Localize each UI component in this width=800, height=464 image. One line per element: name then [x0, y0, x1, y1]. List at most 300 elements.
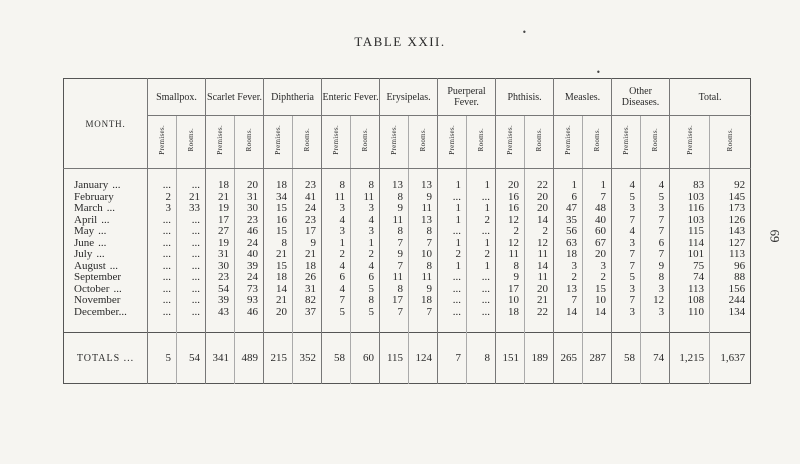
value-cell: 24	[293, 203, 322, 215]
value-cell: 3	[612, 284, 641, 296]
value-cell: 2	[554, 272, 583, 284]
value-cell: 9	[380, 203, 409, 215]
value-cell: 3	[351, 203, 380, 215]
value-cell: 14	[525, 215, 554, 227]
value-cell: 7	[641, 249, 670, 261]
value-cell: 145	[710, 192, 751, 204]
value-cell: 18	[264, 180, 293, 192]
value-cell: 8	[264, 238, 293, 250]
value-cell: 40	[583, 215, 612, 227]
subheader-label: Rooms.	[187, 127, 195, 152]
value-cell: 4	[322, 215, 351, 227]
month-label: November	[74, 294, 121, 307]
value-cell: 8	[351, 180, 380, 192]
value-cell: 134	[710, 307, 751, 319]
value-cell: 26	[293, 272, 322, 284]
value-cell: 19	[206, 238, 235, 250]
value-cell: ...	[177, 238, 206, 250]
value-cell: 6	[641, 238, 670, 250]
value-cell: 22	[525, 307, 554, 319]
value-cell: 39	[235, 261, 264, 273]
value-cell: 18	[264, 272, 293, 284]
totals-row	[64, 333, 751, 384]
value-cell: 14	[554, 307, 583, 319]
value-cell: 23	[235, 215, 264, 227]
subheader-label: Premises.	[332, 124, 341, 155]
value-cell: 63	[554, 238, 583, 250]
value-cell: 20	[583, 249, 612, 261]
value-cell: 10	[409, 249, 438, 261]
value-cell: 5	[351, 284, 380, 296]
month-leader: ...	[109, 259, 119, 272]
value-cell: 15	[583, 284, 612, 296]
value-cell: 18	[496, 307, 525, 319]
subheader-label: Premises.	[622, 124, 631, 155]
value-cell: 6	[322, 272, 351, 284]
value-cell: 115	[670, 226, 710, 238]
value-cell: 103	[670, 215, 710, 227]
value-cell: 8	[380, 284, 409, 296]
totals-label: TOTALS ...	[64, 333, 148, 384]
value-cell: ...	[438, 226, 467, 238]
subheader-label: Premises.	[506, 124, 515, 155]
value-cell: 3	[351, 226, 380, 238]
value-cell: 143	[710, 226, 751, 238]
value-cell: 1	[438, 261, 467, 273]
value-cell: 31	[235, 192, 264, 204]
value-cell: 88	[710, 272, 751, 284]
value-cell: ...	[438, 295, 467, 307]
value-cell: 9	[641, 261, 670, 273]
value-cell: 103	[670, 192, 710, 204]
subheader-label: Rooms.	[419, 127, 428, 152]
value-cell: ...	[148, 261, 177, 273]
subheader-label: Premises.	[216, 124, 224, 155]
value-cell: ...	[177, 307, 206, 319]
value-cell: 5	[322, 307, 351, 319]
value-cell: 5	[612, 272, 641, 284]
total-value-cell: 7	[438, 333, 467, 384]
value-cell: 11	[409, 203, 438, 215]
value-cell: 108	[670, 295, 710, 307]
value-cell: 7	[583, 192, 612, 204]
value-cell: 60	[583, 226, 612, 238]
data-table	[63, 78, 751, 384]
value-cell: ...	[467, 284, 496, 296]
value-cell: 20	[235, 180, 264, 192]
total-value-cell: 341	[206, 333, 235, 384]
month-header: MONTH.	[64, 79, 148, 169]
value-cell: 20	[525, 203, 554, 215]
value-cell: 46	[235, 226, 264, 238]
value-cell: 21	[177, 192, 206, 204]
month-label: October	[74, 282, 110, 295]
value-cell: ...	[467, 272, 496, 284]
month-label: May	[74, 225, 95, 238]
total-value-cell: 124	[409, 333, 438, 384]
value-cell: 11	[525, 272, 554, 284]
month-leader: ...	[112, 179, 121, 192]
subheader-premises	[438, 116, 467, 169]
table-row	[64, 180, 751, 192]
value-cell: 7	[380, 261, 409, 273]
col-smallpox: Smallpox.	[148, 79, 206, 116]
subheader-label: Premises.	[564, 124, 573, 155]
page-number: 69	[767, 229, 783, 243]
value-cell: 21	[264, 249, 293, 261]
value-cell: 8	[409, 261, 438, 273]
value-cell: ...	[467, 226, 496, 238]
value-cell: 39	[206, 295, 235, 307]
value-cell: 11	[409, 272, 438, 284]
value-cell: 7	[409, 238, 438, 250]
value-cell: 14	[525, 261, 554, 273]
value-cell: 23	[293, 215, 322, 227]
subheader-premises	[380, 116, 409, 169]
value-cell: 7	[322, 295, 351, 307]
value-cell: 8	[380, 226, 409, 238]
value-cell: 13	[409, 180, 438, 192]
value-cell: 21	[264, 295, 293, 307]
value-cell: 12	[641, 295, 670, 307]
total-value-cell: 1,215	[670, 333, 710, 384]
col-diphtheria: Diphtheria	[264, 79, 322, 116]
subheader-rooms	[177, 116, 206, 169]
value-cell: 13	[554, 284, 583, 296]
value-cell: 12	[496, 215, 525, 227]
value-cell: 110	[670, 307, 710, 319]
value-cell: 15	[264, 226, 293, 238]
value-cell: 54	[206, 284, 235, 296]
value-cell: 3	[554, 261, 583, 273]
value-cell: 23	[293, 180, 322, 192]
value-cell: 20	[525, 192, 554, 204]
value-cell: ...	[148, 284, 177, 296]
month-leader: ...	[113, 282, 122, 295]
value-cell: 7	[612, 261, 641, 273]
value-cell: ...	[148, 226, 177, 238]
value-cell: 4	[641, 180, 670, 192]
value-cell: 9	[293, 238, 322, 250]
value-cell: 33	[177, 203, 206, 215]
month-label: March	[74, 202, 103, 215]
subheader-label: Rooms.	[726, 127, 735, 152]
value-cell: 7	[641, 226, 670, 238]
value-cell: 24	[235, 238, 264, 250]
value-cell: 17	[380, 295, 409, 307]
value-cell: 43	[206, 307, 235, 319]
value-cell: 101	[670, 249, 710, 261]
value-cell: 1	[467, 261, 496, 273]
value-cell: 113	[670, 284, 710, 296]
subheader-label: Rooms.	[361, 127, 370, 152]
total-value-cell: 58	[322, 333, 351, 384]
value-cell: 4	[612, 180, 641, 192]
value-cell: ...	[467, 307, 496, 319]
total-value-cell: 58	[612, 333, 641, 384]
value-cell: 15	[264, 261, 293, 273]
value-cell: 17	[206, 215, 235, 227]
value-cell: 67	[583, 238, 612, 250]
value-cell: 2	[322, 249, 351, 261]
value-cell: 75	[670, 261, 710, 273]
subheader-rooms	[710, 116, 751, 169]
subheader-label: Rooms.	[535, 127, 544, 152]
table-body	[64, 169, 751, 384]
value-cell: 1	[438, 180, 467, 192]
subheader-rooms	[351, 116, 380, 169]
value-cell: 17	[496, 284, 525, 296]
value-cell: 2	[351, 249, 380, 261]
value-cell: ...	[438, 272, 467, 284]
month-leader: ...	[101, 213, 110, 226]
value-cell: 11	[351, 192, 380, 204]
value-cell: 1	[351, 238, 380, 250]
total-value-cell: 189	[525, 333, 554, 384]
subheader-label: Rooms.	[245, 127, 253, 152]
month-leader: ...	[106, 202, 115, 215]
table-row	[64, 226, 751, 238]
value-cell: 113	[710, 249, 751, 261]
subheader-rooms	[409, 116, 438, 169]
value-cell: 5	[641, 192, 670, 204]
value-cell: 46	[235, 307, 264, 319]
value-cell: 4	[322, 284, 351, 296]
value-cell: 127	[710, 238, 751, 250]
value-cell: ...	[148, 249, 177, 261]
value-cell: 37	[293, 307, 322, 319]
value-cell: 35	[554, 215, 583, 227]
value-cell: 10	[496, 295, 525, 307]
value-cell: ...	[177, 261, 206, 273]
value-cell: 17	[293, 226, 322, 238]
value-cell: ...	[148, 238, 177, 250]
value-cell: 1	[467, 238, 496, 250]
value-cell: 3	[612, 238, 641, 250]
value-cell: 2	[148, 192, 177, 204]
month-label: August	[74, 259, 106, 272]
value-cell: ...	[177, 272, 206, 284]
value-cell: 244	[710, 295, 751, 307]
value-cell: 4	[351, 215, 380, 227]
subheader-rooms	[467, 116, 496, 169]
value-cell: 8	[496, 261, 525, 273]
value-cell: 7	[554, 295, 583, 307]
value-cell: 156	[710, 284, 751, 296]
value-cell: 8	[322, 180, 351, 192]
value-cell: 4	[351, 261, 380, 273]
table-row	[64, 295, 751, 307]
value-cell: ...	[438, 284, 467, 296]
subheader-rooms	[583, 116, 612, 169]
value-cell: 1	[583, 180, 612, 192]
value-cell: 2	[438, 249, 467, 261]
value-cell: 31	[293, 284, 322, 296]
value-cell: 12	[525, 238, 554, 250]
value-cell: 7	[380, 307, 409, 319]
value-cell: 3	[583, 261, 612, 273]
subheader-label: Premises.	[685, 124, 694, 155]
value-cell: 9	[409, 284, 438, 296]
subheader-premises	[148, 116, 177, 169]
value-cell: ...	[148, 272, 177, 284]
table-row	[64, 272, 751, 284]
value-cell: 16	[264, 215, 293, 227]
total-value-cell: 74	[641, 333, 670, 384]
total-value-cell: 151	[496, 333, 525, 384]
col-puerperal-fever: Puerperal Fever.	[438, 79, 496, 116]
value-cell: 7	[612, 249, 641, 261]
table-row	[64, 203, 751, 215]
subheader-label: Premises.	[390, 124, 399, 155]
subheader-rooms	[525, 116, 554, 169]
value-cell: 2	[525, 226, 554, 238]
month-label: December...	[74, 305, 127, 318]
value-cell: ...	[467, 295, 496, 307]
total-value-cell: 115	[380, 333, 409, 384]
month-leader: ...	[96, 248, 105, 261]
value-cell: 74	[670, 272, 710, 284]
value-cell: 3	[641, 203, 670, 215]
value-cell: 24	[235, 272, 264, 284]
value-cell: 1	[554, 180, 583, 192]
value-cell: 96	[710, 261, 751, 273]
value-cell: 9	[409, 192, 438, 204]
value-cell: 82	[293, 295, 322, 307]
value-cell: 13	[409, 215, 438, 227]
subheader-premises	[322, 116, 351, 169]
col-phthisis: Phthisis.	[496, 79, 554, 116]
value-cell: 18	[293, 261, 322, 273]
value-cell: 9	[496, 272, 525, 284]
value-cell: 20	[496, 180, 525, 192]
value-cell: 3	[322, 203, 351, 215]
value-cell: 23	[206, 272, 235, 284]
value-cell: 173	[710, 203, 751, 215]
value-cell: ...	[438, 307, 467, 319]
value-cell: 27	[206, 226, 235, 238]
value-cell: 93	[235, 295, 264, 307]
value-cell: 20	[525, 284, 554, 296]
month-label: April	[74, 213, 98, 226]
value-cell: 11	[380, 272, 409, 284]
value-cell: 2	[583, 272, 612, 284]
value-cell: 31	[206, 249, 235, 261]
month-label: January	[74, 179, 109, 192]
value-cell: 48	[583, 203, 612, 215]
value-cell: 19	[206, 203, 235, 215]
value-cell: 1	[322, 238, 351, 250]
month-label: July	[74, 248, 93, 261]
subheader-premises	[670, 116, 710, 169]
value-cell: 3	[641, 284, 670, 296]
value-cell: 18	[206, 180, 235, 192]
value-cell: 13	[380, 180, 409, 192]
subheader-label: Rooms.	[303, 127, 312, 152]
subheader-premises	[206, 116, 235, 169]
value-cell: 56	[554, 226, 583, 238]
subheader-label: Rooms.	[651, 127, 660, 152]
total-value-cell: 8	[467, 333, 496, 384]
col-total: Total.	[670, 79, 751, 116]
subheader-label: Premises.	[274, 124, 283, 155]
table-row	[64, 307, 751, 319]
subheader-label: Rooms.	[477, 127, 486, 152]
value-cell: ...	[148, 215, 177, 227]
subheader-row	[64, 116, 751, 169]
value-cell: ...	[148, 180, 177, 192]
subheader-label: Rooms.	[593, 127, 602, 152]
table-title: TABLE XXII.	[354, 34, 446, 49]
value-cell: 12	[496, 238, 525, 250]
value-cell: 8	[351, 295, 380, 307]
col-measles: Measles.	[554, 79, 612, 116]
value-cell: 3	[148, 203, 177, 215]
total-value-cell: 1,637	[710, 333, 751, 384]
value-cell: 2	[496, 226, 525, 238]
print-speck: •	[596, 68, 601, 77]
value-cell: ...	[177, 284, 206, 296]
value-cell: 83	[670, 180, 710, 192]
subheader-rooms	[293, 116, 322, 169]
value-cell: ...	[177, 180, 206, 192]
total-value-cell: 5	[148, 333, 177, 384]
value-cell: 21	[206, 192, 235, 204]
value-cell: 3	[612, 203, 641, 215]
value-cell: ...	[177, 215, 206, 227]
spacer-row	[64, 318, 751, 333]
subheader-premises	[612, 116, 641, 169]
total-value-cell: 489	[235, 333, 264, 384]
value-cell: 126	[710, 215, 751, 227]
col-enteric-fever: Enteric Fever.	[322, 79, 380, 116]
value-cell: 7	[612, 295, 641, 307]
value-cell: 4	[612, 226, 641, 238]
value-cell: 15	[264, 203, 293, 215]
value-cell: ...	[438, 192, 467, 204]
subheader-premises	[554, 116, 583, 169]
value-cell: 6	[554, 192, 583, 204]
value-cell: 92	[710, 180, 751, 192]
value-cell: 11	[322, 192, 351, 204]
table-row	[64, 249, 751, 261]
value-cell: 14	[264, 284, 293, 296]
total-value-cell: 215	[264, 333, 293, 384]
value-cell: 114	[670, 238, 710, 250]
value-cell: 11	[380, 215, 409, 227]
value-cell: 9	[380, 249, 409, 261]
value-cell: 11	[525, 249, 554, 261]
value-cell: 1	[438, 203, 467, 215]
value-cell: 34	[264, 192, 293, 204]
value-cell: 1	[438, 238, 467, 250]
col-erysipelas: Erysipelas.	[380, 79, 438, 116]
value-cell: ...	[177, 295, 206, 307]
value-cell: ...	[148, 307, 177, 319]
month-cell	[64, 307, 148, 319]
value-cell: 5	[612, 192, 641, 204]
value-cell: 2	[467, 249, 496, 261]
subheader-rooms	[641, 116, 670, 169]
value-cell: 22	[525, 180, 554, 192]
value-cell: 7	[641, 215, 670, 227]
value-cell: 10	[583, 295, 612, 307]
value-cell: 1	[438, 215, 467, 227]
value-cell: ...	[148, 295, 177, 307]
value-cell: 4	[322, 261, 351, 273]
value-cell: 1	[467, 203, 496, 215]
value-cell: 47	[554, 203, 583, 215]
